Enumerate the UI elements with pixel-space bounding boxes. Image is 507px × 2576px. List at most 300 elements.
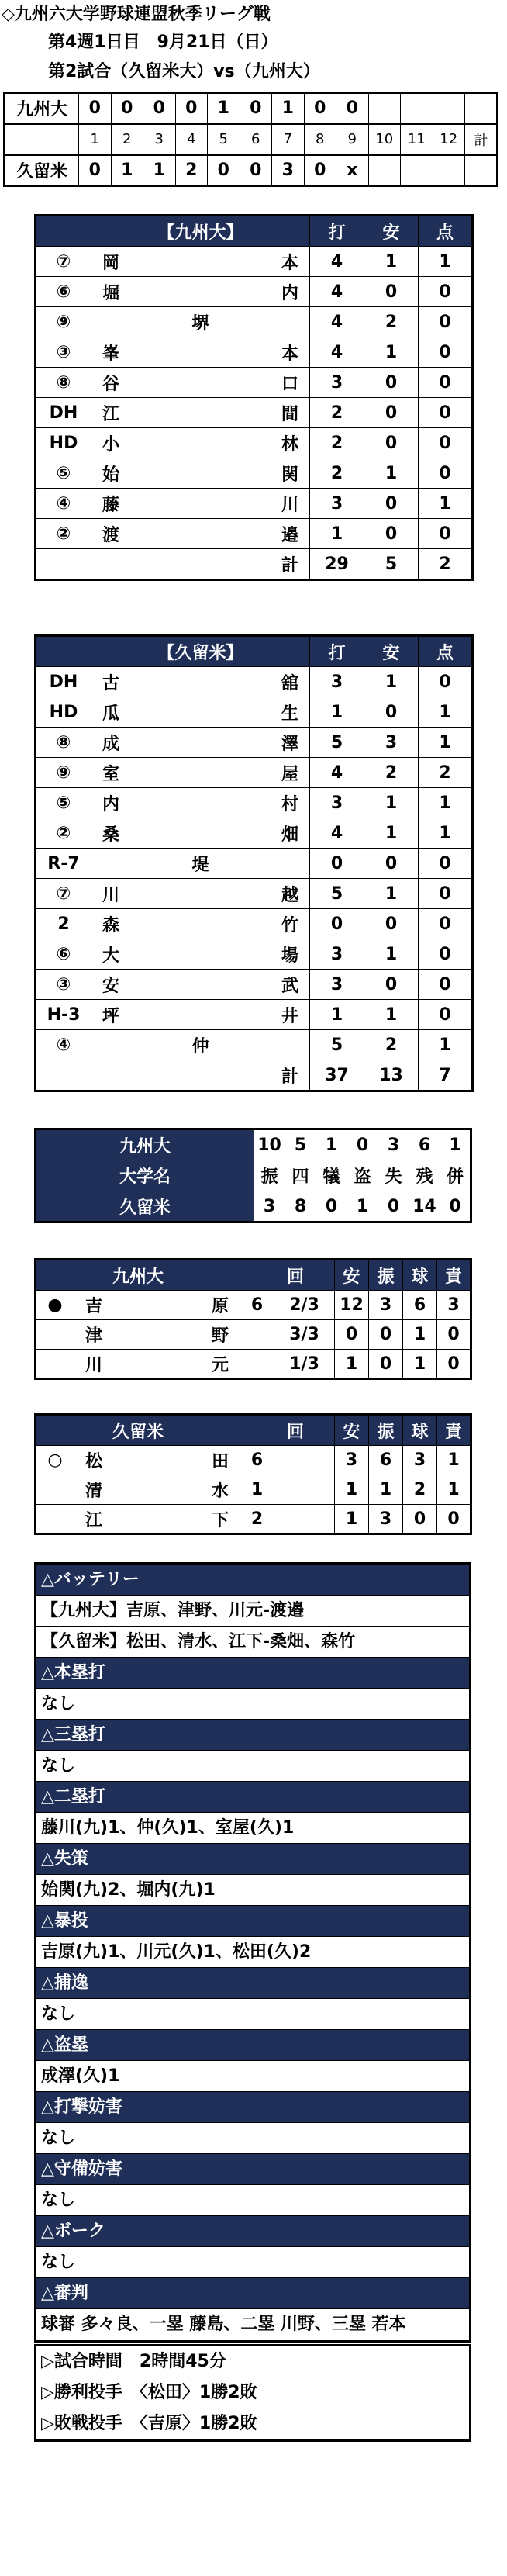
inning-score: 0: [208, 155, 240, 186]
at-bats: 1: [310, 697, 364, 728]
col-header-hits: 安: [364, 216, 419, 247]
player-name: [91, 697, 310, 728]
table-row: [36, 636, 473, 667]
col-header-walks: 球: [403, 1415, 437, 1446]
team-header: 【九州大】: [91, 216, 310, 247]
at-bats: 4: [310, 818, 364, 849]
player-family-char: 越: [281, 885, 298, 905]
player-name: [91, 489, 310, 519]
position: HD: [36, 697, 91, 728]
player-family-char: 森: [102, 915, 120, 935]
team-stat-value: 盗: [347, 1160, 378, 1191]
innings-fraction: 1/3: [274, 1350, 335, 1379]
hits-allowed: 0: [335, 1320, 369, 1350]
player-family-char: 川: [85, 1355, 103, 1375]
at-bats: 1: [310, 1000, 364, 1030]
col-header-innings: 回: [240, 1260, 335, 1291]
rbi: 0: [419, 398, 473, 428]
at-bats: 4: [310, 247, 364, 277]
table-row: [36, 368, 473, 398]
hits: 1: [364, 939, 419, 970]
position: ②: [36, 818, 91, 849]
note-heading: △盗塁: [36, 2030, 469, 2061]
strikeouts: 0: [369, 1350, 403, 1379]
linescore-table: [3, 92, 498, 187]
inning-score: 1: [143, 155, 176, 186]
rbi: 1: [419, 728, 473, 758]
player-name: [91, 667, 310, 697]
table-row: [36, 728, 473, 758]
col-header-hits: 安: [335, 1415, 369, 1446]
inning-score: 0: [79, 93, 112, 124]
rbi: 1: [419, 489, 473, 519]
player-name: [91, 1030, 310, 1060]
pitching-table-kyushu: [34, 1258, 472, 1380]
earned-runs: 0: [437, 1505, 471, 1534]
player-name: [74, 1320, 240, 1350]
player-family-char: 武: [281, 976, 298, 996]
table-row: [36, 788, 473, 818]
strikeouts: 1: [369, 1475, 403, 1505]
col-header-ab: 打: [310, 636, 364, 667]
innings-fraction: [274, 1446, 335, 1475]
player-name: [91, 788, 310, 818]
player-name: [91, 307, 310, 337]
team-stat-value: 14: [409, 1191, 440, 1222]
at-bats: 3: [310, 970, 364, 1000]
table-cell: [5, 124, 79, 155]
pitching-table-kurume: [34, 1413, 472, 1535]
player-family-char: 林: [281, 434, 298, 455]
note-line: なし: [36, 1751, 469, 1782]
note-heading: △バッテリー: [36, 1565, 469, 1596]
table-row: [36, 428, 473, 458]
rbi: 0: [419, 1000, 473, 1030]
player-name: [91, 277, 310, 307]
position: ⑨: [36, 758, 91, 788]
player-family-char: 江: [85, 1510, 103, 1530]
walks: 3: [403, 1446, 437, 1475]
at-bats: 4: [310, 307, 364, 337]
table-row: [36, 1060, 473, 1091]
team-stat-value: 犠: [316, 1160, 347, 1191]
inning-score: [368, 93, 401, 124]
player-name: [91, 398, 310, 428]
player-family-char: 大: [102, 946, 120, 966]
player-name: [74, 1505, 240, 1534]
player-name: [91, 458, 310, 489]
inning-score: [433, 93, 465, 124]
player-name: [91, 519, 310, 549]
hits: 1: [364, 247, 419, 277]
rbi: 0: [419, 519, 473, 549]
col-header-ab: 打: [310, 216, 364, 247]
inning-score: 0: [304, 155, 336, 186]
player-family-char: 川: [102, 885, 120, 905]
inning-number: 12: [433, 124, 465, 155]
hits: 1: [364, 1000, 419, 1030]
table-row: [36, 1505, 471, 1534]
player-family-char: 内: [281, 283, 298, 303]
note-heading: △打撃妨害: [36, 2092, 469, 2123]
table-row: [36, 1320, 471, 1350]
position: ⑦: [36, 879, 91, 909]
page-title: ◇九州六大学野球連盟秋季リーグ戦: [2, 5, 271, 24]
team-stat-value: 残: [409, 1160, 440, 1191]
team-name: 久留米: [5, 155, 79, 186]
earned-runs: 0: [437, 1320, 471, 1350]
table-row: [36, 667, 473, 697]
note-line: 【九州大】吉原、津野、川元-渡邉: [36, 1596, 469, 1627]
at-bats: 3: [310, 939, 364, 970]
inning-score: 0: [143, 93, 176, 124]
table-row: [36, 1191, 471, 1222]
note-heading: △失策: [36, 1844, 469, 1875]
player-name: [91, 970, 310, 1000]
inning-number: 6: [240, 124, 272, 155]
position: R-7: [36, 849, 91, 879]
player-family-char: 渡: [102, 525, 120, 545]
walks: 6: [403, 1291, 437, 1320]
team-stat-value: 10: [254, 1129, 285, 1160]
earned-runs: 1: [437, 1446, 471, 1475]
rbi: 0: [419, 879, 473, 909]
walks: 1: [403, 1320, 437, 1350]
hits-allowed: 1: [335, 1350, 369, 1379]
player-family-char: 澤: [281, 734, 298, 754]
hits-allowed: 12: [335, 1291, 369, 1320]
position: ②: [36, 519, 91, 549]
at-bats: 5: [310, 1030, 364, 1060]
rbi: 0: [419, 277, 473, 307]
inning-number: 10: [368, 124, 401, 155]
table-row: [36, 970, 473, 1000]
summary-line: ▷勝利投手 〈松田〉1勝2敗: [41, 2383, 257, 2402]
table-row: [36, 247, 473, 277]
rbi: 0: [419, 337, 473, 368]
hits: 2: [364, 758, 419, 788]
table-row: [36, 398, 473, 428]
inning-score: 0: [240, 155, 272, 186]
col-header-walks: 球: [403, 1260, 437, 1291]
table-cell: [36, 1060, 91, 1091]
player-family-char: 古: [102, 673, 120, 693]
week-date: 第4週1日目 9月21日（日）: [48, 33, 278, 52]
note-line: 吉原(九)1、川元(久)1、松田(久)2: [36, 1937, 469, 1968]
at-bats: 0: [310, 849, 364, 879]
player-family-char: 本: [281, 253, 298, 273]
summary-line: ▷試合時間 2時間45分: [41, 2352, 226, 2371]
position: ⑨: [36, 307, 91, 337]
team-stats-label: 九州大: [36, 1129, 254, 1160]
hits: 0: [364, 489, 419, 519]
player-family-char: 関: [281, 465, 298, 485]
table-row: [36, 1000, 473, 1030]
total-ab: 37: [310, 1060, 364, 1091]
note-line: なし: [36, 2185, 469, 2216]
table-row: [36, 216, 473, 247]
note-heading: △二塁打: [36, 1782, 469, 1813]
rbi: 2: [419, 758, 473, 788]
player-family-char: 小: [102, 434, 120, 455]
total-label: 計: [91, 1060, 310, 1091]
col-header-innings: 回: [240, 1415, 335, 1446]
table-cell: [36, 216, 91, 247]
player-name: [91, 879, 310, 909]
position: ⑦: [36, 247, 91, 277]
hits-allowed: 3: [335, 1446, 369, 1475]
player-family-char: 始: [102, 465, 120, 485]
inning-score: [401, 93, 433, 124]
inning-score: 1: [272, 93, 305, 124]
note-line: なし: [36, 2247, 469, 2278]
earned-runs: 3: [437, 1291, 471, 1320]
position: ⑥: [36, 939, 91, 970]
position: 2: [36, 909, 91, 939]
at-bats: 5: [310, 879, 364, 909]
hits: 0: [364, 697, 419, 728]
team-stat-value: 1: [440, 1129, 471, 1160]
player-family-char: 舘: [281, 673, 298, 693]
innings-fraction: [274, 1475, 335, 1505]
table-row: [36, 1415, 471, 1446]
at-bats: 4: [310, 277, 364, 307]
inning-number: 4: [175, 124, 208, 155]
player-family-char: 吉: [85, 1297, 103, 1316]
col-header-hits: 安: [335, 1260, 369, 1291]
total-label: 計: [91, 549, 310, 580]
inning-score: [465, 93, 498, 124]
innings-whole: 6: [240, 1446, 274, 1475]
player-family-char: 坪: [102, 1006, 120, 1026]
table-row: [36, 758, 473, 788]
strikeouts: 0: [369, 1320, 403, 1350]
hits: 1: [364, 337, 419, 368]
player-family-char: 邉: [281, 525, 298, 545]
total-rbi: 2: [419, 549, 473, 580]
col-header-strikeouts: 振: [369, 1260, 403, 1291]
hits: 0: [364, 277, 419, 307]
strikeouts: 3: [369, 1505, 403, 1534]
team-header: 九州大: [36, 1260, 240, 1291]
rbi: 0: [419, 458, 473, 489]
table-row: [36, 489, 473, 519]
hits: 1: [364, 879, 419, 909]
player-family-char: 竹: [281, 915, 298, 935]
player-name: [74, 1475, 240, 1505]
note-line: 藤川(九)1、仲(久)1、室屋(久)1: [36, 1813, 469, 1844]
hits: 0: [364, 849, 419, 879]
table-row: [36, 337, 473, 368]
player-family-char: 内: [102, 794, 120, 814]
player-name: [91, 939, 310, 970]
player-name: [74, 1446, 240, 1475]
rbi: 0: [419, 849, 473, 879]
player-family-char: 屋: [281, 764, 298, 784]
note-heading: △守備妨害: [36, 2154, 469, 2185]
table-row: [36, 879, 473, 909]
rbi: 1: [419, 818, 473, 849]
inning-number: 3: [143, 124, 176, 155]
player-name: [91, 1000, 310, 1030]
position: ⑥: [36, 277, 91, 307]
player-family-char: 野: [212, 1326, 229, 1346]
strikeouts: 6: [369, 1446, 403, 1475]
summary-box: [34, 2344, 471, 2442]
note-line: 球審 多々良、一塁 藤島、二塁 川野、三塁 若本: [41, 2315, 406, 2334]
inning-score: 0: [111, 93, 143, 124]
player-family-char: 原: [212, 1297, 229, 1316]
table-row: [36, 1475, 471, 1505]
innings-whole: [240, 1350, 274, 1379]
table-row: [36, 307, 473, 337]
player-family-char: 場: [281, 946, 298, 966]
col-header-rbi: 点: [419, 216, 473, 247]
rbi: 0: [419, 307, 473, 337]
team-stat-value: 0: [316, 1191, 347, 1222]
player-name: [91, 337, 310, 368]
team-stat-value: 併: [440, 1160, 471, 1191]
rbi: 0: [419, 428, 473, 458]
inning-number: 9: [336, 124, 369, 155]
table-row: [36, 1350, 471, 1379]
player-name: [74, 1291, 240, 1320]
earned-runs: 1: [437, 1475, 471, 1505]
inning-number: 2: [111, 124, 143, 155]
note-heading: △暴投: [36, 1906, 469, 1937]
at-bats: 3: [310, 489, 364, 519]
note-heading: △ボーク: [36, 2216, 469, 2247]
walks: 2: [403, 1475, 437, 1505]
decision-mark: [36, 1505, 74, 1534]
note-line: 始関(九)2、堀内(九)1: [36, 1875, 469, 1906]
position: ⑧: [36, 728, 91, 758]
at-bats: 0: [310, 909, 364, 939]
player-family-char: 岡: [102, 253, 120, 273]
note-heading: △三塁打: [36, 1720, 469, 1751]
player-family-char: 安: [102, 976, 120, 996]
player-family-char: 口: [281, 374, 298, 394]
col-header-hits: 安: [364, 636, 419, 667]
at-bats: 2: [310, 428, 364, 458]
team-stat-value: 3: [378, 1129, 409, 1160]
table-row: [36, 1291, 471, 1320]
inning-number: 5: [208, 124, 240, 155]
player-family-char: 堀: [102, 283, 120, 303]
hits-allowed: 1: [335, 1475, 369, 1505]
total-rbi: 7: [419, 1060, 473, 1091]
player-name: [91, 849, 310, 879]
innings-whole: 1: [240, 1475, 274, 1505]
table-row: [36, 1446, 471, 1475]
player-name-text: 堤: [191, 855, 209, 875]
earned-runs: 0: [437, 1350, 471, 1379]
decision-mark: [36, 1475, 74, 1505]
rbi: 0: [419, 939, 473, 970]
inning-score: 2: [175, 155, 208, 186]
hits: 2: [364, 307, 419, 337]
note-line: なし: [36, 1689, 469, 1720]
team-stat-value: 0: [440, 1191, 471, 1222]
inning-score: x: [336, 155, 369, 186]
inning-number: 11: [401, 124, 433, 155]
table-row: [36, 1129, 471, 1160]
inning-score: 0: [175, 93, 208, 124]
at-bats: 4: [310, 758, 364, 788]
col-header-strikeouts: 振: [369, 1415, 403, 1446]
strikeouts: 3: [369, 1291, 403, 1320]
hits: 3: [364, 728, 419, 758]
innings-fraction: 3/3: [274, 1320, 335, 1350]
note-heading: △本塁打: [36, 1658, 469, 1689]
player-family-char: 元: [212, 1355, 229, 1375]
hits: 1: [364, 458, 419, 489]
position: ⑤: [36, 788, 91, 818]
total-hits: 5: [364, 549, 419, 580]
player-name: [91, 247, 310, 277]
inning-number: 1: [79, 124, 112, 155]
hits: 1: [364, 788, 419, 818]
hits: 1: [364, 818, 419, 849]
note-line: 成澤(久)1: [36, 2061, 469, 2092]
rbi: 1: [419, 1030, 473, 1060]
player-family-char: 峯: [102, 344, 120, 364]
hits-allowed: 1: [335, 1505, 369, 1534]
at-bats: 5: [310, 728, 364, 758]
team-stats-label: 大学名: [36, 1160, 254, 1191]
hits: 1: [364, 667, 419, 697]
player-family-char: 津: [85, 1326, 103, 1346]
at-bats: 2: [310, 458, 364, 489]
table-row: [5, 155, 498, 186]
player-name: [91, 909, 310, 939]
rbi: 0: [419, 368, 473, 398]
inning-number: 7: [272, 124, 305, 155]
player-family-char: 井: [281, 1006, 298, 1026]
col-header-rbi: 点: [419, 636, 473, 667]
hits: 0: [364, 970, 419, 1000]
position: ③: [36, 337, 91, 368]
note-line: なし: [36, 2123, 469, 2154]
team-name: 九州大: [5, 93, 79, 124]
team-stat-value: 3: [254, 1191, 285, 1222]
player-family-char: 下: [212, 1510, 229, 1530]
inning-score: 1: [111, 155, 143, 186]
team-header: 久留米: [36, 1415, 240, 1446]
hits: 0: [364, 398, 419, 428]
team-stat-value: 5: [285, 1129, 316, 1160]
team-stat-value: 1: [347, 1191, 378, 1222]
inning-score: [368, 155, 401, 186]
player-name: [74, 1350, 240, 1379]
table-row: [36, 1260, 471, 1291]
col-header-earned-runs: 責: [437, 1260, 471, 1291]
innings-fraction: 2/3: [274, 1291, 335, 1320]
at-bats: 4: [310, 337, 364, 368]
team-stats-table: [34, 1128, 472, 1223]
player-family-char: 本: [281, 344, 298, 364]
position: ④: [36, 1030, 91, 1060]
at-bats: 3: [310, 667, 364, 697]
table-row: [36, 458, 473, 489]
player-family-char: 村: [281, 794, 298, 814]
inning-score: [433, 155, 465, 186]
match-info: 第2試合（久留米大）vs（九州大）: [48, 62, 320, 81]
innings-whole: 2: [240, 1505, 274, 1534]
inning-score: 3: [272, 155, 305, 186]
player-name: [91, 368, 310, 398]
rbi: 1: [419, 697, 473, 728]
